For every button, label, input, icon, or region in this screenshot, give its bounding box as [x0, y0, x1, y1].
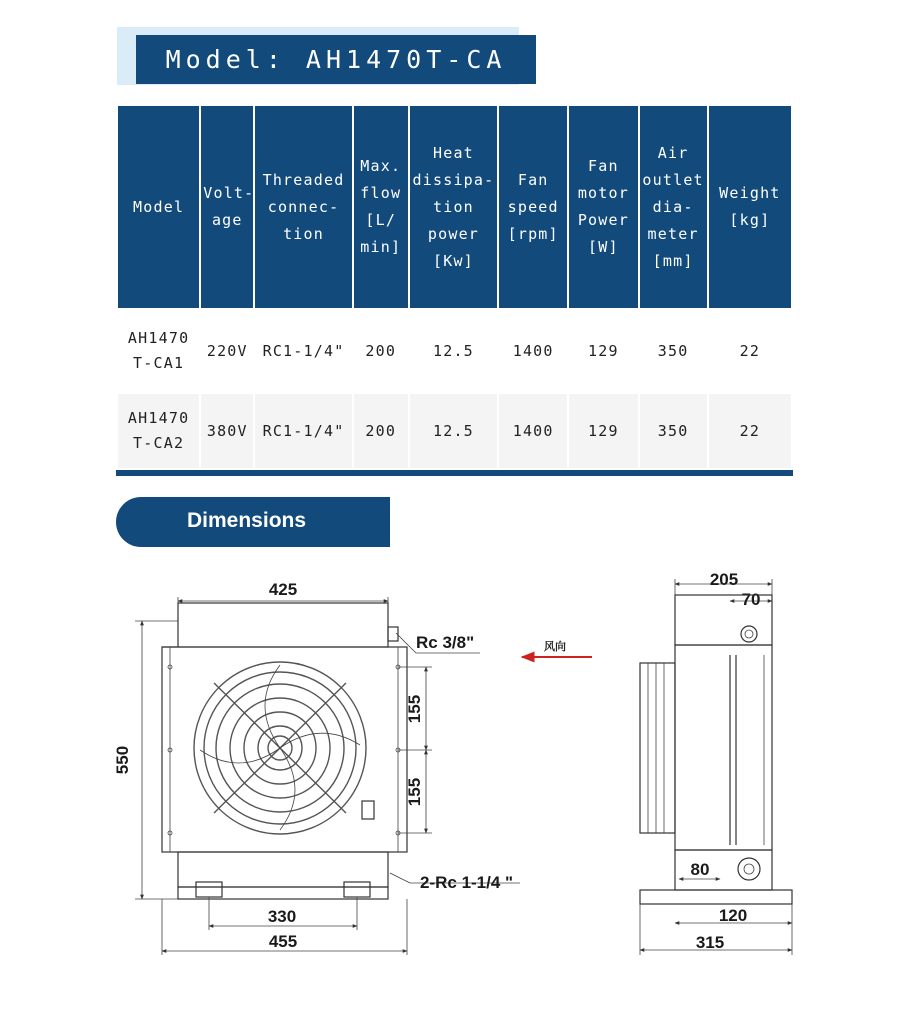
header-line: Heat — [432, 143, 474, 162]
dim-width-top: 425 — [268, 580, 298, 599]
header-line: Model — [133, 197, 185, 216]
header-line: motor — [577, 184, 629, 202]
dim-offset-top: 70 — [741, 590, 761, 609]
header-line: [kg] — [729, 211, 771, 229]
dim-height: 550 — [113, 745, 132, 775]
airflow-indicator — [522, 639, 592, 657]
header-line: connec- — [267, 197, 340, 216]
table-row — [118, 308, 791, 394]
column-header — [499, 106, 567, 308]
column-header — [201, 106, 253, 308]
dimensions-title: Dimensions — [187, 509, 307, 532]
connection-label: 2-Rc 1-1/4 " — [420, 873, 514, 892]
cell-weight: 22 — [709, 308, 791, 394]
header-line: meter — [647, 224, 699, 243]
dim-depth: 205 — [709, 570, 739, 589]
header-line: Fan — [517, 170, 549, 189]
header-line: flow — [360, 184, 402, 202]
cell-voltage: 220V — [201, 308, 253, 394]
table-bottom-rule — [116, 470, 793, 476]
header-line: dissipa- — [412, 170, 495, 189]
header-line: Power — [577, 211, 629, 229]
header-line: [L/ — [365, 211, 397, 229]
cell-outlet: 350 — [640, 394, 707, 468]
model-title: Model: AH1470T-CA — [136, 35, 536, 84]
header-line: [Kw] — [432, 251, 474, 270]
header-line: [rpm] — [507, 224, 559, 243]
cell-flow: 200 — [354, 308, 408, 394]
header-line: Air — [657, 143, 689, 162]
column-header — [354, 106, 408, 308]
spec-table — [116, 106, 793, 468]
cell-outlet: 350 — [640, 308, 707, 394]
cell-thread: RC1-1/4" — [255, 308, 351, 394]
header-line: tion — [432, 197, 474, 216]
column-header — [410, 106, 497, 308]
column-header — [118, 106, 199, 308]
column-header — [569, 106, 637, 308]
cell-thread: RC1-1/4" — [255, 394, 351, 468]
header-line: power — [427, 224, 480, 243]
cell-motor: 129 — [569, 394, 637, 468]
header-line: Weight — [719, 184, 781, 202]
header-line: dia- — [652, 197, 694, 216]
inlet-port-label: Rc 3/8" — [416, 633, 475, 652]
header-line: age — [211, 211, 243, 229]
dim-spacing-lower: 155 — [405, 777, 424, 807]
cell-weight: 22 — [709, 394, 791, 468]
header-line: [mm] — [652, 251, 694, 270]
table-header-row — [118, 106, 791, 308]
cell-heat: 12.5 — [410, 308, 497, 394]
dimension-drawing — [0, 555, 904, 985]
side-view — [640, 570, 792, 955]
dim-foot-span: 330 — [267, 907, 297, 926]
cell-voltage: 380V — [201, 394, 253, 468]
dim-base-depth: 315 — [695, 933, 725, 952]
front-view — [113, 580, 520, 955]
cell-motor: 129 — [569, 308, 637, 394]
airflow-label: 风向 — [544, 640, 566, 653]
dim-spacing-upper: 155 — [405, 694, 424, 724]
cell-flow: 200 — [354, 394, 408, 468]
column-header — [709, 106, 791, 308]
cell-speed: 1400 — [499, 394, 567, 468]
cell-heat: 12.5 — [410, 394, 497, 468]
column-header — [255, 106, 351, 308]
dim-foot-width: 120 — [718, 906, 748, 925]
cell-speed: 1400 — [499, 308, 567, 394]
header-line: speed — [507, 197, 559, 216]
header-line: Max. — [360, 157, 402, 175]
header-line: tion — [283, 224, 324, 243]
column-header — [640, 106, 707, 308]
header-line: min] — [360, 238, 402, 256]
cell-model: AH1470 T-CA2 — [118, 394, 199, 468]
header-line: Volt- — [203, 184, 255, 202]
header-line: outlet — [642, 170, 704, 189]
dim-port-offset: 80 — [690, 860, 710, 879]
header-line: Threaded — [262, 170, 345, 189]
dim-base-width: 455 — [268, 932, 298, 951]
header-line: Fan — [588, 157, 619, 175]
table-row — [118, 394, 791, 468]
header-line: [W] — [588, 238, 619, 256]
cell-model: AH1470 T-CA1 — [118, 308, 199, 394]
fan-guard-icon — [194, 662, 374, 834]
